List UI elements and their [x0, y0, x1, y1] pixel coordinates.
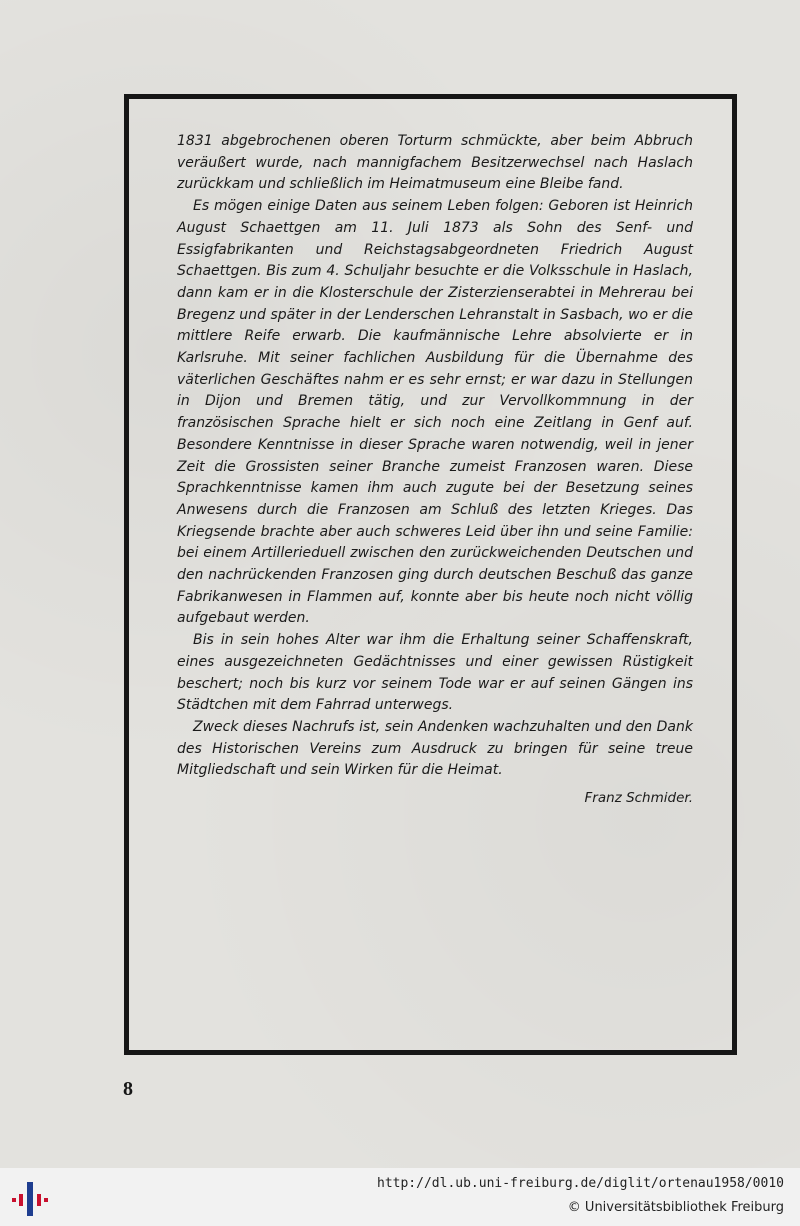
page-number: 8 [123, 1078, 133, 1100]
author-signature: Franz Schmider. [584, 790, 693, 807]
paragraph-1: 1831 abgebrochenen oberen Torturm schmückte, aber beim Abbruch veräußert wurde, nach mannigfachem Besitzerwechsel nach Haslach zurückkam und schließlich im Heimatmuseum eine Bleibe fand. [177, 133, 693, 193]
paragraph-3: Bis in sein hohes Alter war ihm die Erhaltung seiner Schaffenskraft, eines ausgezeichneten Gedächtnisses und einer gewissen Rüstigkeit beschert; noch bis kurz vor seinem Tode war er auf seinen Gängen ins Städtchen mit dem Fahrrad unterwegs. [177, 632, 693, 714]
footer-bar [0, 1168, 800, 1226]
paragraph-4: Zweck dieses Nachrufs ist, sein Andenken wachzuhalten und den Dank des Historischen Vereins zum Ausdruck zu bringen für seine treue Mitgliedschaft und sein Wirken für die Heimat. [177, 718, 693, 779]
copyright-text: © Universitätsbibliothek Freiburg [567, 1200, 784, 1215]
ub-freiburg-logo-icon [10, 1178, 50, 1218]
source-url-link[interactable]: http://dl.ub.uni-freiburg.de/diglit/ortenau1958/0010 [377, 1176, 784, 1191]
text-frame [124, 94, 737, 1055]
paragraph-2: Es mögen einige Daten aus seinem Leben folgen: Geboren ist Heinrich August Schaettgen am 11. Juli 1873 als Sohn des Senf- und Essigfabrikanten und Reichstagsabgeordneten Friedrich August Schaettgen. Bis zum 4. Schuljahr besuchte er die Volksschule in Haslach, dann kam er in die Klosterschule der Zisterzienserabtei in Mehrerau bei Bregenz und später in der Lenderschen Lehranstalt in Sasbach, wo er die mittlere Reife erwarb. Die kaufmännische Lehre absolvierte er in Karlsruhe. Mit seiner fachlichen Ausbildung für die Übernahme des väterlichen Geschäftes nahm er es sehr ernst; er war dazu in Stellungen in Dijon und Bremen tätig, und zur Vervollkommnung in der französischen Sprache hielt er sich noch eine Zeitlang in Genf auf. Besondere Kenntnisse in dieser Sprache waren notwendig, weil in jener Zeit die Grossisten seiner Branche zumeist Franzosen waren. Diese Sprachkenntnisse kamen ihm auch zugute bei der Besetzung seines Anwesens durch die Franzosen am Schluß des letzten Krieges. Das Kriegsende brachte aber auch schweres Leid über ihn und seine Familie: bei einem Artillerieduell zwischen den zurückweichenden Deutschen und den nachrückenden Franzosen ging durch deutschen Beschuß das ganze Fabrikanwesen in Flammen auf, konnte aber bis heute noch nicht völlig aufgebaut werden. [177, 198, 693, 627]
article-text [177, 131, 693, 810]
